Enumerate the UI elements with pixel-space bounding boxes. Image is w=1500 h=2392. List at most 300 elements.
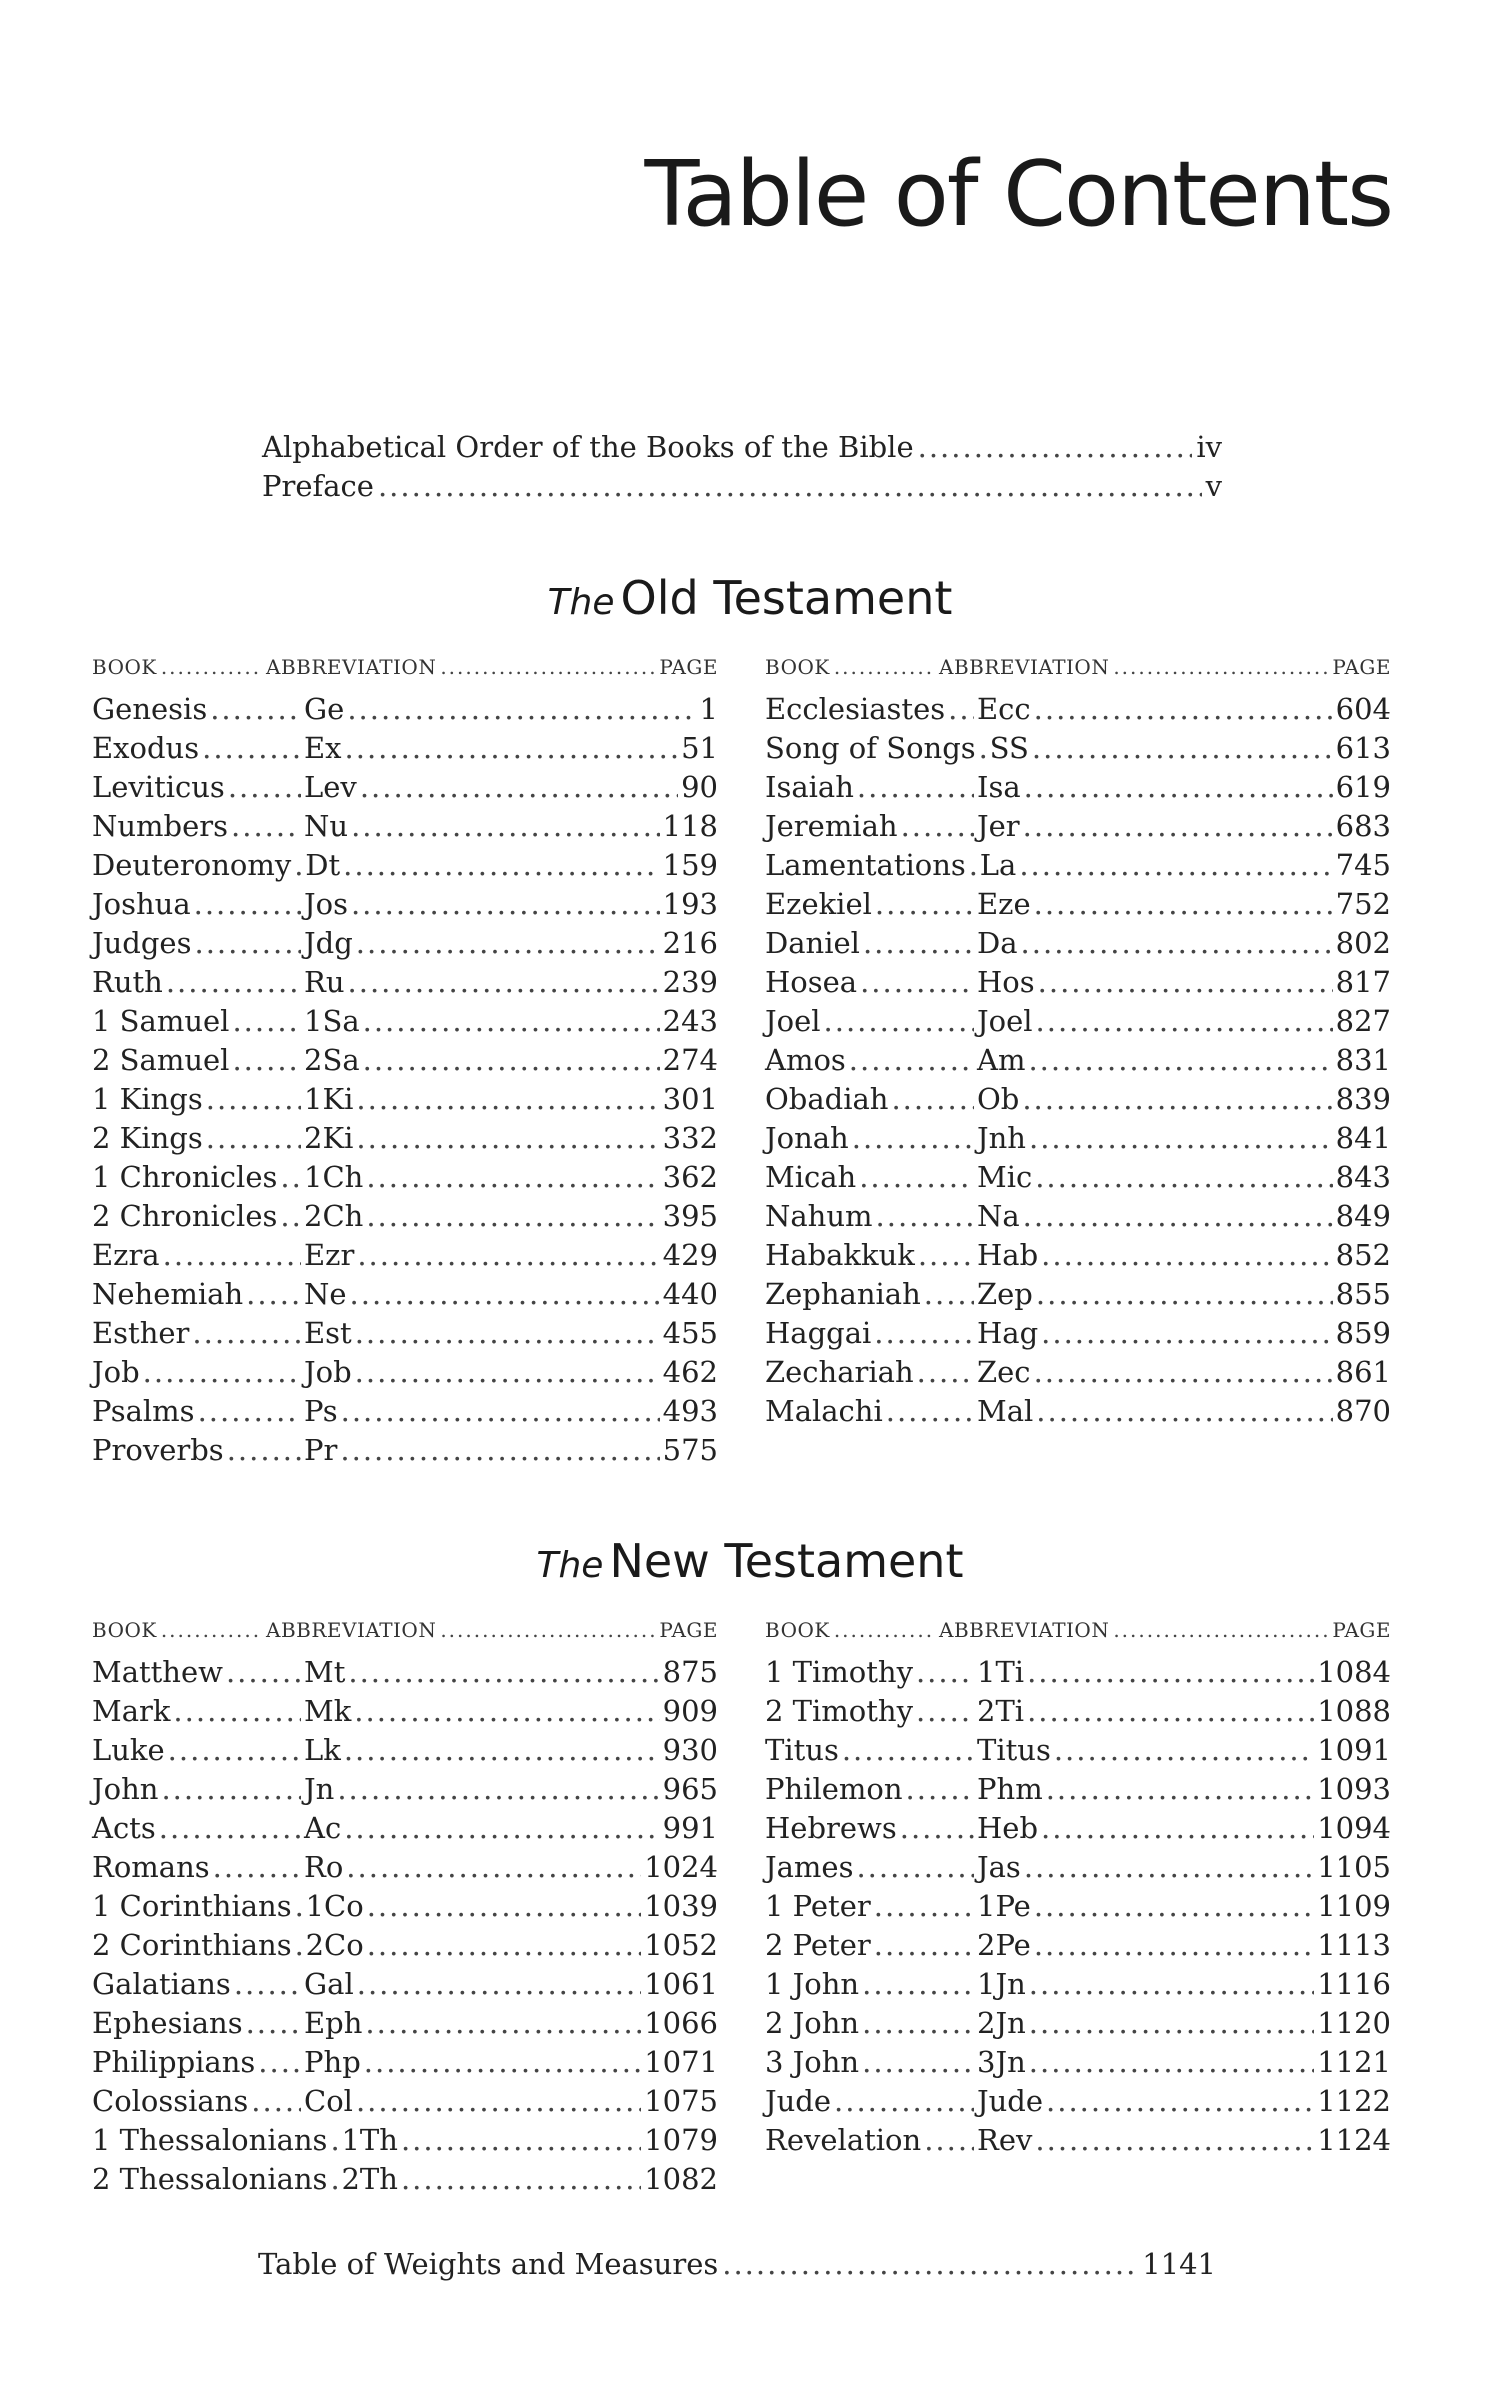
book-abbreviation: Hag [977,1316,1039,1350]
book-page: 118 [662,809,718,843]
dot-leader [347,690,696,729]
dot-leader [852,1119,974,1158]
book-entry[interactable] [92,729,718,768]
book-page: 216 [662,926,718,960]
dot-leader [891,1080,974,1119]
dot-leader [824,1002,974,1041]
dot-leader [1034,1353,1333,1392]
dot-leader [340,1431,659,1470]
dot-leader [1034,1926,1314,1965]
book-page: 51 [681,731,718,765]
book-page: 1084 [1317,1655,1391,1689]
book-name: Titus [765,1733,839,1767]
book-entry[interactable] [92,1119,718,1158]
book-entry[interactable] [92,807,718,846]
book-entry[interactable] [92,1692,718,1731]
dot-leader [366,1197,659,1236]
book-entry[interactable] [92,1275,718,1314]
book-abbreviation: Na [977,1199,1020,1233]
book-name: Luke [92,1733,165,1767]
dot-leader [916,1692,974,1731]
book-entry[interactable] [92,1809,718,1848]
book-name: Exodus [92,731,200,765]
book-page: 462 [662,1355,718,1389]
book-name: 1 John [765,1967,860,2001]
dot-leader [143,1353,301,1392]
dot-leader [355,1353,660,1392]
dot-leader [246,2004,301,2043]
book-abbreviation: 2Pe [977,1928,1031,1962]
dot-leader [378,467,1202,506]
dot-leader [834,2082,974,2121]
book-entry[interactable] [92,1392,718,1431]
dot-leader [341,1392,660,1431]
dot-leader [1054,1731,1314,1770]
book-abbreviation: 2Ti [977,1694,1025,1728]
book-name: Amos [765,1043,846,1077]
dot-leader [886,1392,974,1431]
book-name: Nehemiah [92,1277,244,1311]
book-page: 395 [662,1199,718,1233]
book-entry[interactable] [92,1080,718,1119]
book-entry[interactable] [765,1119,1391,1158]
dot-leader [1036,1275,1333,1314]
book-page: 802 [1335,926,1391,960]
book-name: Mark [92,1694,171,1728]
book-entry[interactable] [765,1275,1391,1314]
dot-leader [401,2121,641,2160]
dot-leader [918,428,1193,467]
dot-leader [350,1275,660,1314]
book-name: John [92,1772,159,1806]
book-entry[interactable] [765,1158,1391,1197]
dot-leader [294,846,302,885]
toc-entry-preface[interactable] [262,467,1222,506]
book-entry[interactable] [765,807,1391,846]
book-entry[interactable] [92,1431,718,1470]
dot-leader [859,1158,974,1197]
book-entry[interactable] [92,1314,718,1353]
book-entry[interactable] [92,1926,718,1965]
dot-leader [192,1314,301,1353]
dot-leader [440,650,655,684]
book-name: Jude [765,2084,832,2118]
book-entry[interactable] [765,1353,1391,1392]
dot-leader [1036,1002,1333,1041]
book-entry[interactable] [765,1926,1391,1965]
dot-leader [1035,2121,1314,2160]
book-abbreviation: Nu [304,809,349,843]
column-header [765,650,1391,684]
dot-leader [166,963,301,1002]
book-name: 2 Chronicles [92,1199,278,1233]
book-abbreviation: Ps [304,1394,338,1428]
book-entry[interactable] [92,2160,718,2199]
dot-leader [906,1770,974,1809]
book-page: 1079 [644,2123,718,2157]
book-name: Daniel [765,926,860,960]
book-abbreviation: Jas [977,1850,1021,1884]
book-name: 3 John [765,2045,860,2079]
book-entry[interactable] [92,2043,718,2082]
book-abbreviation: 2Ki [304,1121,354,1155]
book-entry[interactable] [92,1158,718,1197]
book-entry[interactable] [765,1770,1391,1809]
book-name: 2 Peter [765,1928,871,1962]
book-page: 817 [1335,965,1391,999]
book-page: 1120 [1317,2006,1391,2040]
dot-leader [1029,1119,1333,1158]
dot-leader [246,1275,301,1314]
book-abbreviation: Zep [977,1277,1033,1311]
book-page: 1094 [1317,1811,1391,1845]
book-page: 274 [662,1043,718,1077]
column-header [765,1613,1391,1647]
book-entry[interactable] [765,1197,1391,1236]
book-abbreviation: Jnh [977,1121,1026,1155]
book-page: 965 [662,1772,718,1806]
book-name: Ruth [92,965,163,999]
book-name: Esther [92,1316,190,1350]
book-abbreviation: Jer [977,809,1020,843]
dot-leader [206,1080,301,1119]
front-matter-list [262,428,1222,506]
dot-leader [206,1119,301,1158]
book-abbreviation: Col [304,2084,353,2118]
book-page: 243 [662,1004,718,1038]
book-entry[interactable] [92,1770,718,1809]
book-abbreviation: Ac [304,1811,342,1845]
dot-leader [280,1197,301,1236]
book-entry[interactable] [92,924,718,963]
dot-leader [295,1887,303,1926]
book-entry[interactable] [765,1314,1391,1353]
toc-entry-weights-measures[interactable] [258,2245,1216,2284]
book-entry[interactable] [765,1236,1391,1275]
dot-leader [862,2043,974,2082]
dot-leader [918,1236,974,1275]
dot-leader [1024,768,1333,807]
book-page: 752 [1335,887,1391,921]
toc-entry-label: Alphabetical Order of the Books of the Bible [262,430,914,464]
book-name: 1 Kings [92,1082,203,1116]
book-name: Lamentations [765,848,966,882]
dot-leader [346,1848,641,1887]
book-abbreviation: Jude [977,2084,1044,2118]
column-header-book: BOOK [92,1618,157,1642]
dot-leader [365,2004,641,2043]
book-page: 870 [1335,1394,1391,1428]
book-entry[interactable] [765,1653,1391,1692]
dot-leader [227,1431,301,1470]
book-abbreviation: 2Co [305,1928,364,1962]
toc-entry-page: v [1205,469,1222,503]
dot-leader [917,1353,974,1392]
book-page: 1024 [644,1850,718,1884]
dot-leader [159,1809,301,1848]
book-entry[interactable] [765,885,1391,924]
dot-leader [860,963,974,1002]
book-entry[interactable] [92,1887,718,1926]
book-page: 90 [681,770,718,804]
book-entry[interactable] [92,2082,718,2121]
dot-leader [849,1041,974,1080]
book-name: 2 Kings [92,1121,203,1155]
book-name: Isaiah [765,770,854,804]
column-header-abbreviation: ABBREVIATION [939,655,1110,679]
book-entry[interactable] [92,2121,718,2160]
dot-leader [1041,1236,1332,1275]
book-name: Ephesians [92,2006,243,2040]
dot-leader [202,729,301,768]
book-abbreviation: 2Jn [977,2006,1026,2040]
book-entry[interactable] [765,1731,1391,1770]
column-header-page: PAGE [1332,1618,1391,1642]
book-abbreviation: Ro [304,1850,344,1884]
book-entry[interactable] [92,768,718,807]
dot-leader [356,924,660,963]
dot-leader [1034,885,1333,924]
book-page: 1039 [644,1889,718,1923]
dot-leader [356,1080,659,1119]
book-entry[interactable] [92,846,718,885]
column-header [92,1613,718,1647]
book-abbreviation: 1Sa [304,1004,360,1038]
book-name: Judges [92,926,192,960]
book-name: Jonah [765,1121,849,1155]
dot-leader [862,1965,974,2004]
book-page: 930 [662,1733,718,1767]
book-name: Galatians [92,1967,231,2001]
book-abbreviation: 1Ti [977,1655,1025,1689]
book-name: Proverbs [92,1433,224,1467]
book-page: 613 [1335,731,1391,765]
book-page: 239 [662,965,718,999]
book-entry[interactable] [92,1731,718,1770]
book-abbreviation: Ge [304,692,345,726]
dot-leader [924,2121,974,2160]
old-testament-left-column [92,650,718,1470]
book-page: 362 [662,1160,718,1194]
dot-leader [234,1965,301,2004]
book-entry[interactable] [92,963,718,1002]
book-abbreviation: Am [977,1043,1026,1077]
book-page: 909 [662,1694,718,1728]
book-page: 1113 [1317,1928,1391,1962]
book-page: 455 [662,1316,718,1350]
book-abbreviation: Ru [304,965,345,999]
book-entry[interactable] [92,885,718,924]
book-entry[interactable] [765,2082,1391,2121]
book-entry[interactable] [92,1236,718,1275]
dot-leader [875,885,974,924]
dot-leader [722,2245,1138,2284]
dot-leader [1032,729,1333,768]
book-abbreviation: 1Th [341,2123,398,2157]
dot-leader [210,690,301,729]
book-abbreviation: 2Th [341,2162,398,2196]
toc-entry-alphabetical-order[interactable] [262,428,1222,467]
book-abbreviation: Eze [977,887,1031,921]
dot-leader [232,1002,301,1041]
book-entry[interactable] [92,1041,718,1080]
book-abbreviation: Titus [977,1733,1051,1767]
old-testament-right-column [765,650,1391,1431]
book-abbreviation: 1Ch [304,1160,364,1194]
dot-leader [1034,1887,1314,1926]
book-entry[interactable] [765,1848,1391,1887]
book-entry[interactable] [92,1353,718,1392]
dot-leader [1029,1965,1314,2004]
book-entry[interactable] [92,1965,718,2004]
book-abbreviation: Joel [977,1004,1033,1038]
book-page: 1 [699,692,718,726]
dot-leader [363,1002,660,1041]
book-abbreviation: Dt [305,848,341,882]
book-name: Psalms [92,1394,195,1428]
book-abbreviation: 2Ch [304,1199,364,1233]
book-entry[interactable] [765,768,1391,807]
dot-leader [345,729,679,768]
dot-leader [161,1770,301,1809]
book-abbreviation: Ob [977,1082,1020,1116]
book-abbreviation: Job [304,1355,352,1389]
book-entry[interactable] [765,924,1391,963]
book-page: 332 [662,1121,718,1155]
book-entry[interactable] [92,1848,718,1887]
book-entry[interactable] [92,1002,718,1041]
toc-entry-label: Preface [262,469,374,503]
book-abbreviation: Eph [304,2006,363,2040]
heading-text: Old Testament [620,571,953,625]
book-page: 683 [1335,809,1391,843]
dot-leader [1023,1197,1333,1236]
dot-leader [364,2043,641,2082]
dot-leader [194,885,301,924]
book-name: Leviticus [92,770,225,804]
dot-leader [900,1809,974,1848]
book-entry[interactable] [765,1392,1391,1431]
book-entry[interactable] [92,1653,718,1692]
book-page: 1093 [1317,1772,1391,1806]
dot-leader [330,2160,338,2199]
book-entry[interactable] [765,1692,1391,1731]
dot-leader [1038,963,1333,1002]
book-name: Ezra [92,1238,160,1272]
book-entry[interactable] [765,2004,1391,2043]
book-page: 859 [1335,1316,1391,1350]
book-entry[interactable] [765,963,1391,1002]
dot-leader [251,2082,301,2121]
dot-leader [198,1392,301,1431]
dot-leader [857,768,974,807]
book-entry[interactable] [765,729,1391,768]
book-entry[interactable] [765,2043,1391,2082]
book-page: 831 [1335,1043,1391,1077]
book-abbreviation: 1Pe [977,1889,1031,1923]
dot-leader [213,1848,301,1887]
book-abbreviation: Hos [977,965,1035,999]
book-page: 991 [662,1811,718,1845]
book-entry[interactable] [765,1809,1391,1848]
dot-leader [969,846,977,885]
book-name: Deuteronomy [92,848,292,882]
book-name: Genesis [92,692,208,726]
dot-leader [979,729,987,768]
book-name: 1 Corinthians [92,1889,292,1923]
book-page: 1082 [644,2162,718,2196]
book-page: 1071 [644,2045,718,2079]
dot-leader [348,963,660,1002]
book-page: 1105 [1317,1850,1391,1884]
dot-leader [440,1613,655,1647]
dot-leader [348,1653,659,1692]
book-entry[interactable] [765,2121,1391,2160]
book-page: 1116 [1317,1967,1391,2001]
column-header [92,650,718,684]
dot-leader [194,924,301,963]
dot-leader [1113,1613,1328,1647]
dot-leader [862,2004,974,2043]
dot-leader [1023,807,1333,846]
book-page: 159 [662,848,718,882]
book-entry[interactable] [765,690,1391,729]
book-page: 855 [1335,1277,1391,1311]
book-entry[interactable] [765,1080,1391,1119]
book-page: 849 [1335,1199,1391,1233]
book-abbreviation: Rev [977,2123,1033,2157]
book-abbreviation: Jn [304,1772,335,1806]
book-page: 440 [662,1277,718,1311]
book-abbreviation: Mal [977,1394,1034,1428]
heading-article: The [536,1545,604,1586]
dot-leader [360,768,678,807]
book-entry[interactable] [765,1887,1391,1926]
book-entry[interactable] [765,1965,1391,2004]
book-name: 2 Thessalonians [92,2162,328,2196]
dot-leader [357,1965,641,2004]
dot-leader [337,1770,659,1809]
column-header-book: BOOK [92,655,157,679]
book-page: 827 [1335,1004,1391,1038]
book-entry[interactable] [765,1041,1391,1080]
book-name: Ezekiel [765,887,872,921]
book-name: Hosea [765,965,858,999]
book-entry[interactable] [765,846,1391,885]
book-name: Ecclesiastes [765,692,946,726]
book-name: Revelation [765,2123,922,2157]
book-entry[interactable] [92,1197,718,1236]
dot-leader [363,1041,660,1080]
book-entry[interactable] [765,1002,1391,1041]
toc-entry-label: Table of Weights and Measures [258,2247,719,2281]
book-entry[interactable] [92,2004,718,2043]
dot-leader [1021,924,1333,963]
book-entry[interactable] [92,690,718,729]
book-name: Zechariah [765,1355,914,1389]
book-page: 839 [1335,1082,1391,1116]
book-abbreviation: Gal [304,1967,354,2001]
book-page: 301 [662,1082,718,1116]
dot-leader [168,1731,301,1770]
heading-text: New Testament [609,1534,964,1588]
book-name: 1 Thessalonians [92,2123,328,2157]
book-page: 1061 [644,1967,718,2001]
dot-leader [344,1731,660,1770]
dot-leader [1028,1041,1332,1080]
dot-leader [874,1926,974,1965]
book-name: Malachi [765,1394,883,1428]
